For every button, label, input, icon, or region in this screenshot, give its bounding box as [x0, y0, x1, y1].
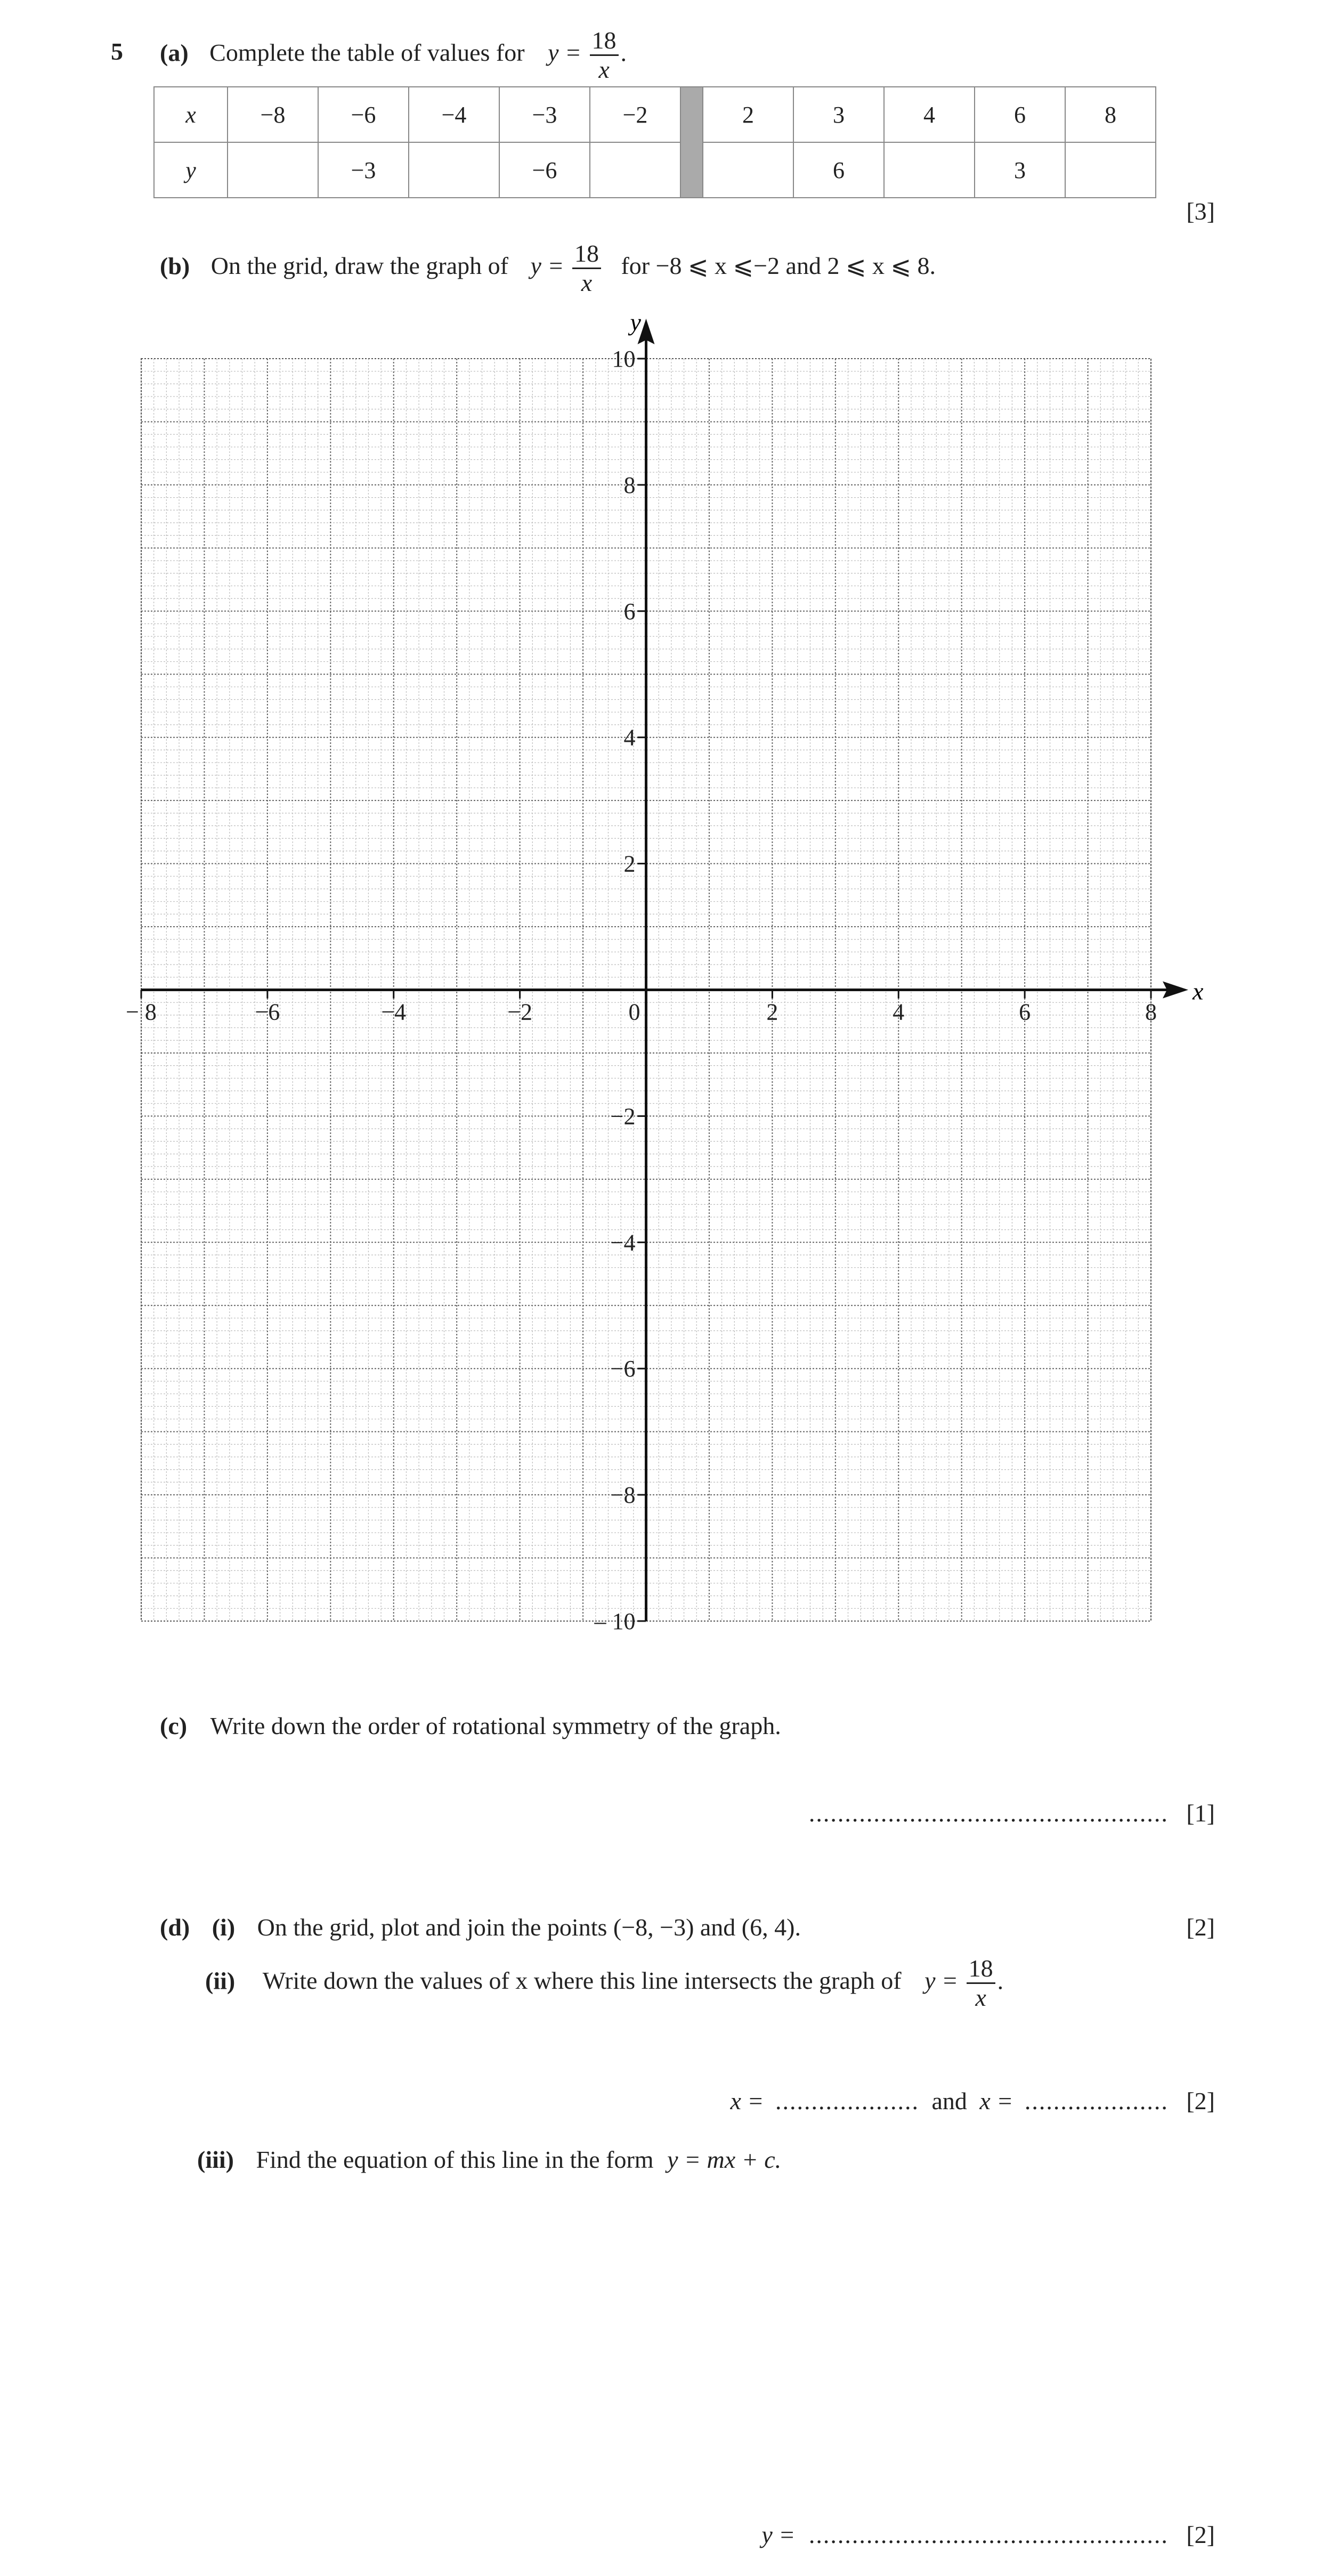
x-tick-label: 2 — [766, 999, 778, 1025]
y-tick-label: −4 — [610, 1229, 636, 1256]
part-d-ii-x1-line[interactable]: .................... — [775, 2087, 919, 2115]
part-b-label: (b) — [160, 252, 190, 280]
table-y-cell[interactable] — [409, 142, 499, 198]
y-tick-label: 2 — [623, 850, 636, 877]
x-tick-label: −2 — [507, 999, 533, 1025]
part-d-i-marks: [2] — [1186, 1914, 1215, 1941]
part-a-label: (a) — [160, 39, 189, 67]
part-d-i-prompt — [160, 1913, 801, 1941]
part-c-prompt — [160, 1712, 781, 1740]
table-y-cell: −3 — [318, 142, 409, 198]
part-d-iii-marks: [2] — [1186, 2521, 1215, 2548]
part-b-range: for −8 ⩽ x ⩽−2 and 2 ⩽ x ⩽ 8. — [621, 252, 936, 280]
part-b-eq-lhs: y = — [530, 252, 564, 280]
table-y-cell[interactable] — [228, 142, 318, 198]
part-d-ii-text: Write down the values of x where this line intersects the graph of — [262, 1967, 902, 1995]
y-tick-label: 10 — [612, 346, 636, 372]
part-c-text: Write down the order of rotational symmetry of the graph. — [210, 1712, 781, 1739]
part-d-ii-and: and — [931, 2087, 967, 2115]
table-of-values — [153, 86, 1156, 198]
part-a-frac-den: x — [598, 56, 610, 84]
table-y-cell[interactable] — [884, 142, 975, 198]
part-c-answer-line[interactable]: .................................................. — [808, 1800, 1169, 1827]
table-y-cell: 3 — [975, 142, 1065, 198]
part-d-i-label: (i) — [212, 1914, 236, 1941]
table-x-label: x — [154, 87, 228, 142]
table-x-cell: 4 — [884, 87, 975, 142]
x-tick-label: − 8 — [126, 999, 157, 1025]
part-d-iii-answer — [761, 2521, 1215, 2549]
x-tick-label: 4 — [893, 999, 905, 1025]
x-tick-label: 6 — [1019, 999, 1031, 1025]
part-a-text: Complete the table of values for — [209, 39, 525, 67]
part-a-frac-num: 18 — [590, 28, 619, 56]
part-d-iii-form: y = mx + c. — [667, 2146, 782, 2173]
part-b-frac-den: x — [581, 269, 593, 297]
table-x-cell: 8 — [1065, 87, 1156, 142]
part-a-end: . — [620, 39, 627, 67]
part-d-iii-text: Find the equation of this line in the form — [256, 2146, 654, 2173]
part-d-ii-x2-prefix: x = — [979, 2087, 1013, 2115]
table-x-cell: 6 — [975, 87, 1065, 142]
table-x-cell: −3 — [499, 87, 590, 142]
part-c-label: (c) — [160, 1712, 188, 1739]
part-d-ii-x1-prefix: x = — [730, 2087, 764, 2115]
x-tick-label: −6 — [255, 999, 280, 1025]
part-d-ii-fraction — [967, 1956, 995, 2011]
part-c-marks: [1] — [1186, 1800, 1215, 1827]
part-c-answer — [809, 1799, 1215, 1827]
y-tick-label: −6 — [610, 1356, 636, 1382]
part-d-ii-label: (ii) — [205, 1967, 236, 1995]
table-x-cell: 3 — [793, 87, 884, 142]
table-x-cell: −4 — [409, 87, 499, 142]
part-d-ii-end: . — [997, 1967, 1004, 1995]
y-tick-label: 6 — [623, 598, 636, 625]
part-d-ii-frac-num: 18 — [967, 1956, 995, 1984]
part-b-text: On the grid, draw the graph of — [210, 252, 508, 280]
table-y-cell: −6 — [499, 142, 590, 198]
y-tick-label: 8 — [623, 472, 636, 498]
table-y-cell[interactable] — [1065, 142, 1156, 198]
part-d-ii-eq-lhs: y = — [924, 1967, 959, 1995]
x-tick-label: −4 — [381, 999, 407, 1025]
axes — [141, 319, 1188, 1621]
table-y-label: y — [154, 142, 228, 198]
x-tick-label: 0 — [628, 999, 640, 1025]
table-y-cell: 6 — [793, 142, 884, 198]
table-x-cell: −6 — [318, 87, 409, 142]
part-b-prompt — [160, 241, 936, 296]
part-d-iii-answer-line[interactable]: .................................................. — [808, 2521, 1169, 2548]
table-y-cell[interactable] — [590, 142, 680, 198]
part-d-iii-prefix: y = — [761, 2521, 796, 2548]
y-axis-label: y — [630, 309, 641, 336]
part-d-i-text: On the grid, plot and join the points (−8, −3) and (6, 4). — [257, 1914, 801, 1941]
x-axis-label: x — [1193, 977, 1204, 1005]
table-row-x — [154, 87, 1156, 142]
part-b-fraction — [572, 241, 601, 296]
y-tick-label: – 10 — [594, 1608, 636, 1634]
part-a-marks: [3] — [1186, 198, 1215, 225]
part-d-ii-x2-line[interactable]: .................... — [1024, 2087, 1169, 2115]
y-tick-label: 4 — [623, 724, 636, 751]
part-d-ii-prompt — [205, 1956, 1003, 2011]
x-tick-label: 8 — [1145, 999, 1157, 1025]
table-y-cell[interactable] — [703, 142, 793, 198]
part-d-ii-answer — [731, 2087, 1215, 2115]
table-x-cell: 2 — [703, 87, 793, 142]
part-d-ii-frac-den: x — [975, 1984, 986, 2012]
graph-grid[interactable] — [0, 298, 1322, 1950]
y-tick-label: −2 — [610, 1103, 636, 1130]
part-d-iii-label: (iii) — [197, 2146, 234, 2173]
table-x-cell: −8 — [228, 87, 318, 142]
y-tick-label: −8 — [610, 1482, 636, 1509]
part-d-label: (d) — [160, 1914, 190, 1941]
part-a-fraction — [590, 28, 619, 83]
part-d-ii-marks: [2] — [1186, 2087, 1215, 2115]
table-x-cell: −2 — [590, 87, 680, 142]
table-gap-column — [680, 87, 703, 198]
part-a-eq-lhs: y = — [548, 39, 582, 67]
part-a-prompt — [160, 28, 627, 83]
table-row-y — [154, 142, 1156, 198]
part-d-iii-prompt — [197, 2145, 781, 2174]
question-number: 5 — [111, 38, 123, 65]
part-b-frac-num: 18 — [572, 241, 601, 269]
